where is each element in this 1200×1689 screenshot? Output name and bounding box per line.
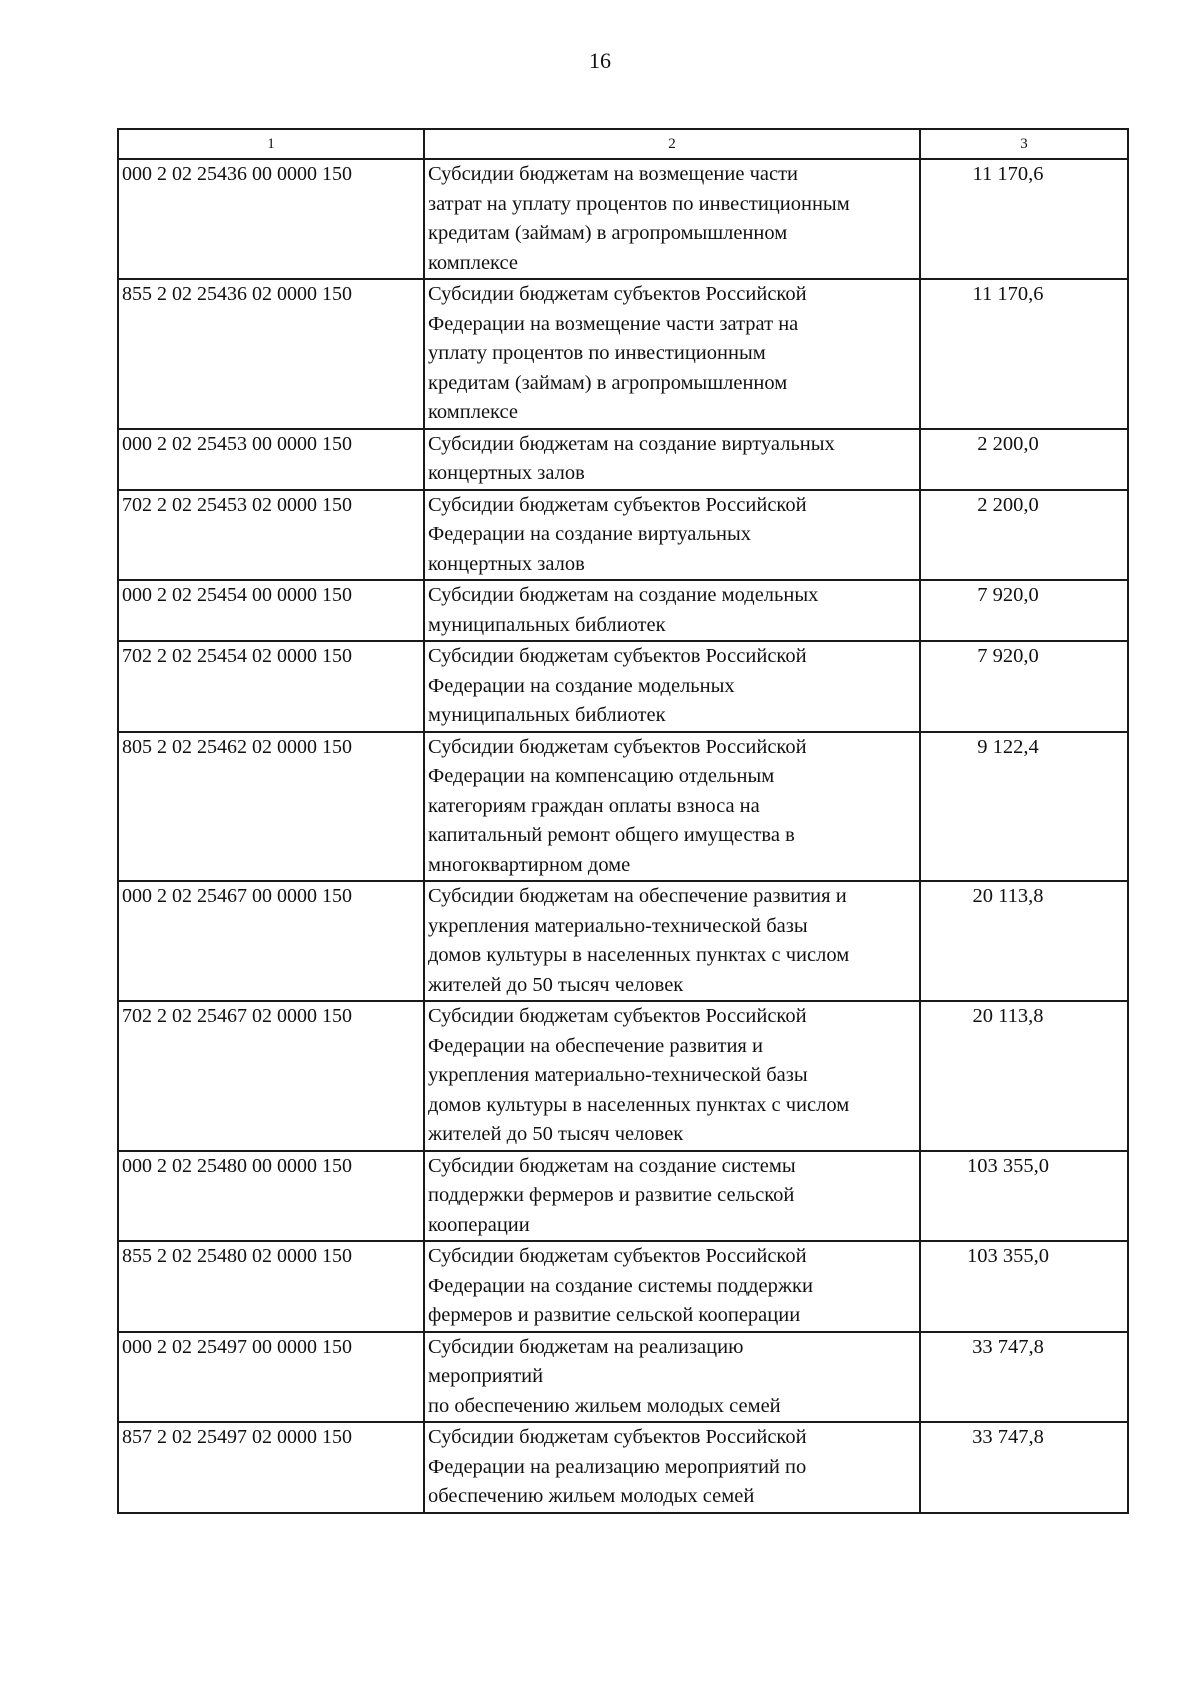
revenue-name-text: Субсидии бюджетам субъектов Российской Федерации на создание системы поддержки фермеров и развитие сельской кооперации [428,1245,813,1326]
amount-value: 103 355,0 [967,1245,1049,1267]
header-col-2: 2 [424,129,920,159]
amount [920,490,1128,581]
amount-value: 2 200,0 [977,493,1039,516]
amount-value: 11 170,6 [972,163,1044,185]
table-row [118,1422,1128,1513]
budget-code: 000 2 02 25480 00 0000 150 [118,1151,424,1242]
amount-value: 33 747,8 [972,1335,1044,1358]
revenue-name-text: Субсидии бюджетам субъектов Российской Федерации на создание модельных муниципальных библиотек [428,645,807,726]
amount-value: 103 355,0 [967,1154,1049,1177]
table-body [118,159,1128,1513]
budget-code: 702 2 02 25467 02 0000 150 [118,1001,424,1151]
amount [920,641,1128,732]
amount-value: 20 113,8 [972,1005,1044,1027]
amount-value: 33 747,8 [972,1426,1044,1448]
amount [920,580,1128,641]
amount [920,1241,1128,1332]
revenue-name [424,1422,920,1513]
header-col-1: 1 [118,129,424,159]
budget-code: 702 2 02 25453 02 0000 150 [118,490,424,581]
budget-code: 857 2 02 25497 02 0000 150 [118,1422,424,1513]
revenue-name [424,881,920,1001]
amount [920,881,1128,1001]
revenue-name-text: Субсидии бюджетам субъектов Российской Федерации на реализацию мероприятий по обеспечению жильем молодых семей [428,1426,807,1507]
revenue-name-text: Субсидии бюджетам на создание модельных муниципальных библиотек [428,584,819,636]
revenue-name [424,279,920,429]
amount [920,1422,1128,1513]
revenue-name [424,1241,920,1332]
revenue-name [424,1332,920,1423]
revenue-name-text: Субсидии бюджетам на возмещение части затрат на уплату процентов по инвестиционным кредитам (займам) в агропромышленном комплексе [428,163,850,274]
amount [920,732,1128,882]
table-row [118,429,1128,490]
budget-code: 000 2 02 25454 00 0000 150 [118,580,424,641]
budget-code: 000 2 02 25453 00 0000 150 [118,429,424,490]
amount [920,429,1128,490]
table-header [118,129,1128,159]
table-row [118,881,1128,1001]
amount [920,1151,1128,1242]
amount [920,1332,1128,1423]
page-number: 16 [589,48,611,73]
table-row [118,580,1128,641]
table-row [118,1001,1128,1151]
revenue-name-text: Субсидии бюджетам на обеспечение развития и укрепления материально-технической базы домов культуры в населенных пунктах с числом жителей до 50 тысяч человек [428,885,850,996]
budget-code: 000 2 02 25497 00 0000 150 [118,1332,424,1423]
amount-value: 20 113,8 [972,885,1044,907]
revenue-name-text: Субсидии бюджетам субъектов Российской Федерации на компенсацию отдельным категориям граждан оплаты взноса на капитальный ремонт общего имущества в многоквартирном доме [428,735,807,876]
budget-code: 855 2 02 25480 02 0000 150 [118,1241,424,1332]
revenue-name [424,490,920,581]
revenue-name-text: Субсидии бюджетам на создание виртуальных концертных залов [428,432,835,484]
revenue-name-text: Субсидии бюджетам субъектов Российской Федерации на возмещение части затрат на уплату процентов по инвестиционным кредитам (займам) в агропромышленном комплексе [428,283,807,423]
revenue-name-text: Субсидии бюджетам субъектов Российской Федерации на обеспечение развития и укрепления материально-технической базы домов культуры в населенных пунктах с числом жителей до 50 тысяч человек [428,1005,850,1145]
revenue-name [424,641,920,732]
revenue-name [424,580,920,641]
revenue-name-text: Субсидии бюджетам на реализацию мероприятий по обеспечению жильем молодых семей [428,1335,781,1417]
amount [920,279,1128,429]
table-row [118,641,1128,732]
revenue-name [424,732,920,882]
table-row [118,490,1128,581]
budget-code: 000 2 02 25436 00 0000 150 [118,159,424,279]
revenue-name [424,429,920,490]
amount-value: 7 920,0 [977,645,1039,667]
amount [920,159,1128,279]
budget-code: 702 2 02 25454 02 0000 150 [118,641,424,732]
amount-value: 7 920,0 [977,584,1039,606]
budget-code: 000 2 02 25467 00 0000 150 [118,881,424,1001]
table-row [118,1241,1128,1332]
table-row [118,732,1128,882]
amount-value: 11 170,6 [972,283,1044,305]
revenue-name-text: Субсидии бюджетам субъектов Российской Федерации на создание виртуальных концертных залов [428,493,807,575]
table-row [118,279,1128,429]
amount-value: 9 122,4 [977,735,1039,758]
revenue-name-text: Субсидии бюджетам на создание системы поддержки фермеров и развитие сельской кооперации [428,1154,796,1236]
table-row [118,1151,1128,1242]
header-row [118,129,1128,159]
budget-code: 855 2 02 25436 02 0000 150 [118,279,424,429]
revenue-name [424,159,920,279]
amount [920,1001,1128,1151]
revenue-name [424,1151,920,1242]
amount-value: 2 200,0 [977,432,1039,455]
revenue-name [424,1001,920,1151]
budget-table [117,128,1129,1514]
header-col-3: 3 [920,129,1128,159]
table-row [118,159,1128,279]
table-row [118,1332,1128,1423]
budget-code: 805 2 02 25462 02 0000 150 [118,732,424,882]
